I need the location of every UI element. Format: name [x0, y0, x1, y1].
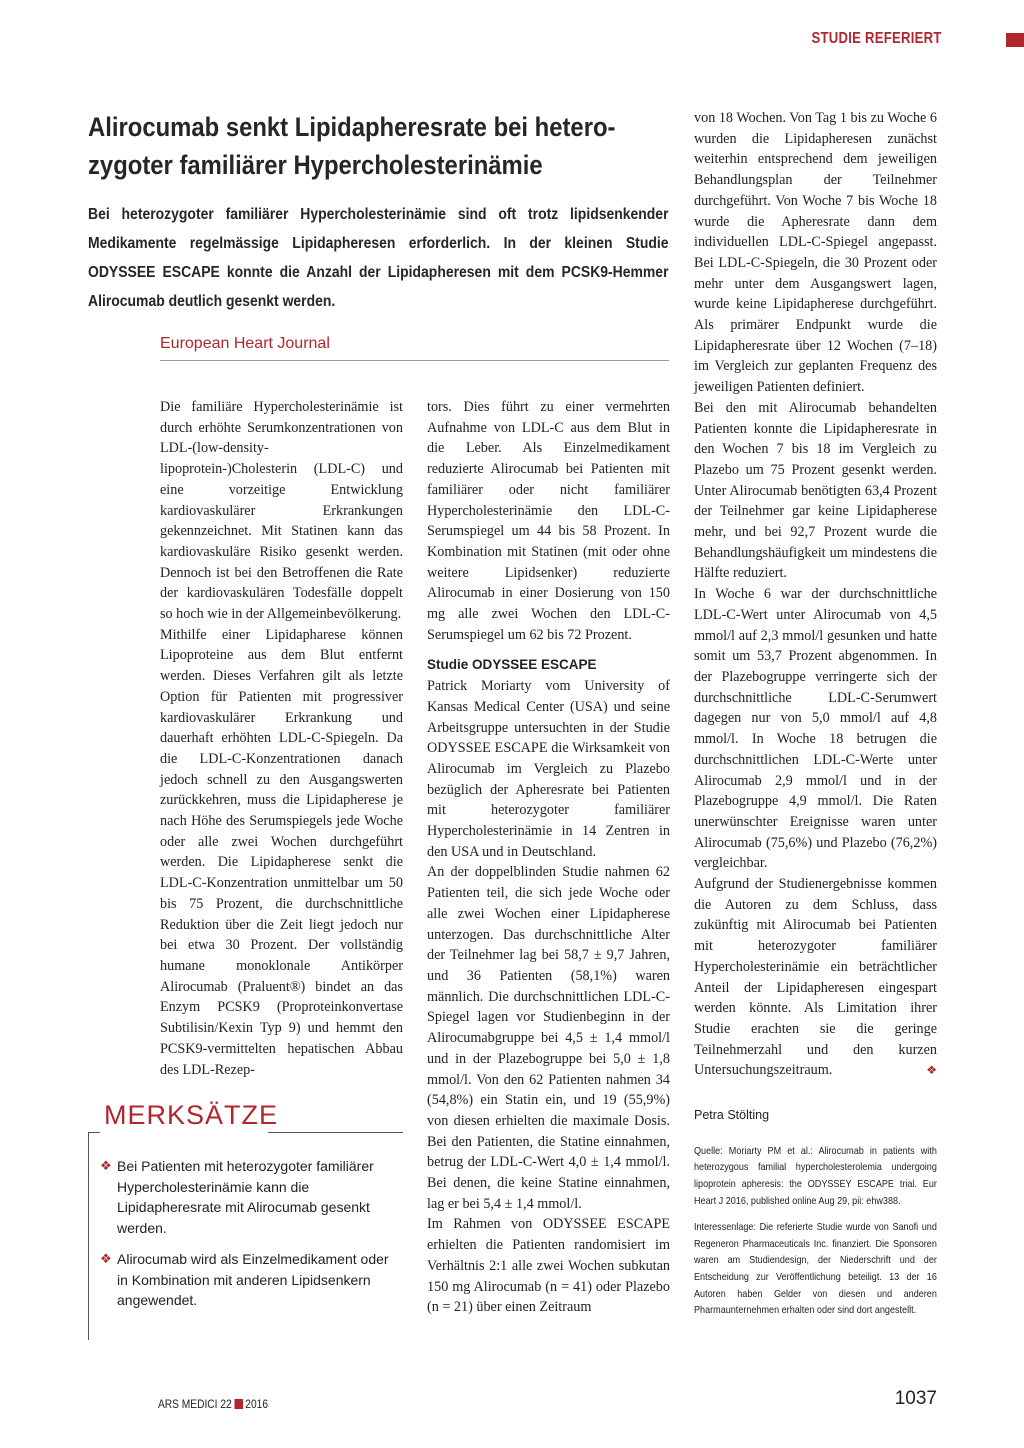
page-number: 1037: [894, 1388, 937, 1409]
col2-paragraph: tors. Dies führt zu einer vermehrten Aufnahme von LDL-C aus dem Blut in die Leber. Als Einzelmedikament reduzierte Alirocumab bei Patienten mit familiärer oder nicht familiärer Hypercholesterinämie den LDL-C-Serumspiegel um 44 bis 58 Prozent. In Kombination mit Statinen (mit oder ohne weitere Lipidsenker) reduzierte Alirocumab in einer Dosierung von 150 mg alle zwei Wochen den LDL-C-Serumspiegel um 62 bis 72 Prozent.: [427, 399, 670, 643]
key-points-frame-line: [268, 1132, 403, 1133]
col2-paragraph: An der doppelblinden Studie nahmen 62 Patienten teil, die sich jede Woche oder alle zwei Wochen einer Lipidapherese unterzogen. Das durchschnittliche Alter der Teilnehmer lag bei 58,7 ± 9,7 Jahren, und 36 Patienten (58,1%) waren männlich. Die durchschnittlichen LDL-C-Spiegel lagen vor Studienbeginn in der Alirocumabgruppe bei 4,5 ± 1,4 mmol/l und in der Plazebogruppe bei 5,0 ± 1,8 mmol/l. Von den 62 Patienten nahmen 34 (54,8%) ein Statin ein, und 19 (55,9%) von diesen erhielten die maximale Dosis. Bei den Patienten, die Statine einnahmen, betrug der LDL-C-Wert 4,0 ± 1,4 mmol/l. Bei denen, die keine Statine einnahmen, lag er bei 5,4 ± 1,4 mmol/l.: [427, 864, 670, 1212]
col1-paragraph: Mithilfe einer Lipidapharese können Lipoproteine aus dem Blut entfernt werden. Dieses Verfahren gilt als letzte Option für Patienten mit progressiver kardiovaskulärer Erkrankung und dauerhaft erhöhten LDL-C-Spiegeln. Da die LDL-C-Konzentrationen danach jedoch schnell zu den Ausgangswerten zurückkehren, muss die Lipidapherese je nach Höhe des Serumspiegels jede Woche oder alle zwei Wochen durchgeführt werden. Die Lipidapherese senkt die LDL-C-Konzentration unmittelbar um 50 bis 75 Prozent, die durchschnittliche Reduktion über die Zeit liegt jedoch nur bei etwa 30 Prozent. Der vollständig humane monoklonale Antikörper Alirocumab (Praluent®) bindet an das Enzym PCSK9 (Proproteinkonvertase Subtilisin/Kexin Typ 9) und hemmt den PCSK9-vermittelten hepatischen Abbau des LDL-Rezep-: [160, 626, 403, 1078]
journal-name: European Heart Journal: [160, 335, 330, 352]
key-point-item: [100, 1249, 390, 1311]
footer-year: 2016: [245, 1397, 268, 1411]
article-lead: Bei heterozygoter familiärer Hypercholesterinämie sind oft trotz lipidsenkender Medikamente regelmässige Lipidapheresen erforderlich. In der kleinen Studie ODYSSEE ESCAPE konnte die Anzahl der Lipidapheresen mit dem PCSK9-Hemmer Alirocumab deutlich gesenkt werden.: [88, 206, 669, 310]
col1-paragraph: Die familiäre Hypercholesterinämie ist durch erhöhte Serumkonzentrationen von LDL-(low-density-lipoprotein-)Cholesterin (LDL-C) und eine vorzeitige Entwicklung kardiovaskulärer Erkrankungen gekennzeichnet. Mit Statinen kann das kardiovaskuläre Risiko gesenkt werden. Dennoch ist bei den Betroffenen die Rate der kardiovaskulären Todesfälle doppelt so hoch wie in der Allgemeinbevölkerung.: [160, 399, 403, 623]
key-points-frame-line: [88, 1132, 89, 1340]
key-points-box: [88, 1100, 403, 1338]
article-title: Alirocumab senkt Lipidapheresrate bei hetero-zygoter familiärer Hypercholesterinämie: [88, 112, 616, 180]
conflict-of-interest-note: Interessenlage: Die referierte Studie wurde von Sanofi und Regeneron Pharmaceuticals Inc. finanziert. Die Sponsoren waren am Studiendesign, der Niederschrift und der Entscheidung zur Veröffentlichung beteiligt. 13 der 16 Autoren haben Gelder von diesen und anderen Pharmaunternehmen erhalten oder sind dort angestellt.: [694, 1222, 937, 1317]
col3-paragraph: [694, 874, 937, 1081]
author-name: Petra Stölting: [694, 1108, 770, 1123]
text-column-3: [694, 108, 937, 1320]
key-point-text: Bei Patienten mit heterozygoter familiärer Hypercholesterinämie kann die Lipidapheresrate mit Alirocumab gesenkt werden.: [117, 1158, 374, 1237]
text-column-2: [427, 397, 670, 1318]
section-header: STUDIE REFERIERT: [811, 30, 942, 47]
col3-paragraph: In Woche 6 war der durchschnittliche LDL-C-Wert unter Alirocumab von 4,5 mmol/l auf 2,3 mmol/l gesunken und hatte somit um 53,7 Prozent abgenommen. In der Plazebogruppe verringerte sich der durchschnittliche LDL-C-Serumwert dagegen nur von 5,0 mmol/l auf 4,8 mmol/l. In Woche 18 betrugen die durchschnittlichen LDL-C-Werte unter Alirocumab 2,9 mmol/l und in der Plazebogruppe 4,9 mmol/l. Die Raten unerwünschter Ereignisse waren unter Alirocumab (75,6%) und Plazebo (76,2%) vergleichbar.: [694, 586, 937, 872]
col2-paragraph: Patrick Moriarty vom University of Kansas Medical Center (USA) und seine Arbeitsgruppe untersuchten in der Studie ODYSSEE ESCAPE die Wirksamkeit von Alirocumab im Vergleich zu Plazebo bezüglich der Apheresrate bei Patienten mit heterozygoter familiärer Hypercholesterinämie in 14 Zentren in den USA und in Deutschland.: [427, 678, 670, 860]
text-column-1: [160, 397, 403, 1080]
col2-paragraph: Im Rahmen von ODYSSEE ESCAPE erhielten die Patienten randomisiert im Verhältnis 2:1 alle zwei Wochen subkutan 150 mg Alirocumab (n = 41) oder Plazebo (n = 21) über einen Zeitraum: [427, 1216, 670, 1316]
section-subheading: Studie ODYSSEE ESCAPE: [427, 657, 597, 673]
key-points-title: MERKSÄTZE: [104, 1100, 279, 1130]
key-point-text: Alirocumab wird als Einzelmedikament oder in Kombination mit anderen Lipidsenkern angewendet.: [117, 1250, 389, 1309]
col3-paragraph: von 18 Wochen. Von Tag 1 bis zu Woche 6 wurden die Lipidapheresen zunächst weiterhin entsprechend dem jeweiligen Behandlungsplan der Teilnehmer durchgeführt. Von Woche 7 bis Woche 18 wurde die Apheresrate dann dem individuellen LDL-C-Spiegel angepasst. Bei LDL-C-Spiegeln, die 30 Prozent oder mehr unter dem Ausgangswert lagen, wurde keine Lipidapherese durchgeführt. Als primärer Endpunkt wurde die Lipidapheresrate über 12 Wochen (7–18) im Vergleich zur geplanten Frequenz des jeweiligen Patienten definiert.: [694, 110, 937, 396]
header-accent-square: [1006, 33, 1024, 47]
footer-journal: [158, 1397, 268, 1411]
diamond-bullet-icon: ❖: [100, 1250, 112, 1266]
key-points-list: [100, 1156, 390, 1321]
end-mark-icon: ❖: [926, 1063, 937, 1078]
key-point-item: [100, 1156, 390, 1239]
footer-accent-square: [234, 1399, 243, 1409]
col3-paragraph: Bei den mit Alirocumab behandelten Patienten konnte die Lipidapheresrate in den Wochen 7 bis 18 im Vergleich zu Plazebo um 75 Prozent gesenkt werden. Unter Alirocumab benötigten 63,4 Prozent der Teilnehmer gar keine Lipidapherese mehr, und bei 92,7 Prozent wurde die Behandlungshäufigkeit um mindestens die Hälfte reduziert.: [694, 399, 937, 582]
diamond-bullet-icon: ❖: [100, 1158, 112, 1173]
key-points-frame-line: [88, 1132, 100, 1133]
footer-journal-name: ARS MEDICI 22: [158, 1397, 232, 1411]
source-note: Quelle: Moriarty PM et al.: Alirocumab in patients with heterozygous familial hypercholesterolemia undergoing lipoprotein apheresis: the ODYSSEY ESCAPE trial. Eur Heart J 2016, published online Aug 29, pii: ehw388.: [694, 1145, 937, 1207]
journal-divider: [160, 360, 669, 361]
col3-last-paragraph-text: Aufgrund der Studienergebnisse kommen die Autoren zu dem Schluss, dass zukünftig mit Alirocumab bei Patienten mit heterozygoter familiärer Hypercholesterinämie ein beträchtlicher Anteil der Lipidapheresen eingespart werden könnte. Als Limitation ihrer Studie erachten sie die geringe Teilnehmerzahl und den kurzen Untersuchungszeitraum.: [694, 876, 937, 1079]
